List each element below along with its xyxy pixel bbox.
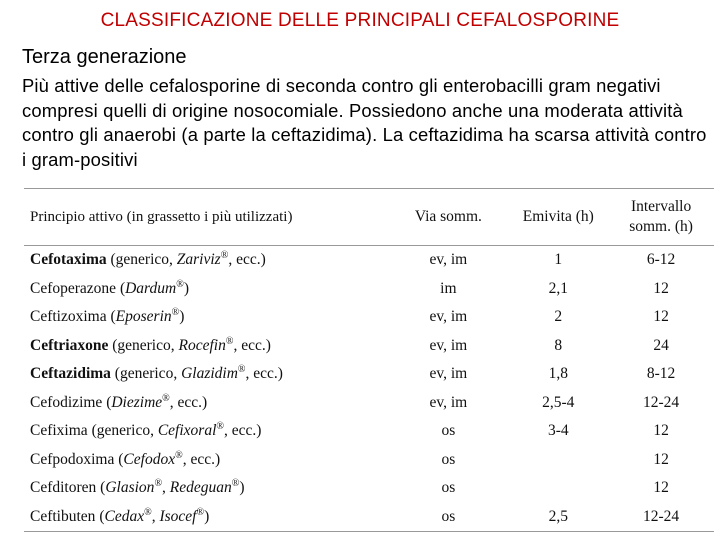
drug-name: Cefpodoxima <box>30 450 115 468</box>
drug-desc-pre: (generico, <box>108 336 179 354</box>
drug-name: Ceftazidima <box>30 365 111 383</box>
brand-name: Dardum <box>125 279 177 297</box>
table-body <box>24 246 714 532</box>
drug-desc-post: ) <box>183 279 189 297</box>
table-row <box>24 275 714 304</box>
drug-desc-post: , ecc.) <box>245 365 283 383</box>
table-row <box>24 389 714 418</box>
drug-desc-post: ) <box>204 507 210 525</box>
drug-desc-pre: ( <box>96 479 106 497</box>
cell-emivita: 3-4 <box>547 422 569 440</box>
drug-desc-pre: ( <box>102 393 112 411</box>
cell-via: os <box>441 422 456 440</box>
drug-desc-pre: ( <box>116 279 126 297</box>
table-row <box>24 332 714 361</box>
drug-name: Ceftibuten <box>30 507 96 525</box>
cell-principio <box>24 474 388 503</box>
header-intervallo-line1: Intervallo <box>630 198 692 215</box>
cell-intervallo: 6-12 <box>646 251 676 269</box>
cephalosporin-table <box>24 189 714 531</box>
brand-separator: , <box>162 479 170 497</box>
brand-name: Rocefin <box>178 336 226 354</box>
table-row <box>24 246 714 275</box>
drug-desc-post: ) <box>179 308 185 326</box>
table-row <box>24 417 714 446</box>
brand-name: Isocef <box>159 507 197 525</box>
brand-name: Cedax <box>104 507 145 525</box>
cell-principio <box>24 303 388 332</box>
drug-desc-pre: (generico, <box>110 365 182 383</box>
section-subtitle: Terza generazione <box>22 46 187 68</box>
table-row <box>24 360 714 389</box>
table-row <box>24 474 714 503</box>
drug-desc-post: , ecc.) <box>228 251 266 269</box>
cell-emivita: 1,8 <box>548 365 568 383</box>
cell-via: os <box>441 507 456 525</box>
cell-intervallo: 8-12 <box>646 365 676 383</box>
header-intervallo <box>608 189 714 246</box>
drug-desc-pre: ( <box>95 507 105 525</box>
cell-principio <box>24 332 388 361</box>
drug-desc-post: , ecc.) <box>182 450 221 468</box>
cell-principio <box>24 417 388 446</box>
drug-desc-post: , ecc.) <box>224 422 262 440</box>
drug-name: Cefditoren <box>30 479 97 497</box>
cell-principio <box>24 389 388 418</box>
registered-mark: ® <box>175 449 183 461</box>
cell-intervallo: 12 <box>653 279 669 297</box>
registered-mark: ® <box>162 392 170 404</box>
cell-emivita: 2,5 <box>548 507 568 525</box>
cell-principio <box>24 360 388 389</box>
cell-via: ev, im <box>429 308 468 326</box>
drug-name: Cefodizime <box>30 393 103 411</box>
drug-name: Cefixima <box>30 422 88 440</box>
cell-emivita <box>508 446 608 475</box>
table-row <box>24 303 714 332</box>
cell-via: os <box>441 479 456 497</box>
brand-name: Glasion <box>105 479 155 497</box>
registered-mark: ® <box>216 421 225 433</box>
registered-mark: ® <box>196 506 205 518</box>
drug-desc-pre: (generico, <box>106 251 177 269</box>
cell-via: ev, im <box>429 251 468 269</box>
brand-name: Zariviz <box>176 251 221 269</box>
cell-principio <box>24 503 388 532</box>
cell-emivita: 2,1 <box>548 279 568 297</box>
cell-emivita <box>508 474 608 503</box>
table-header-row <box>24 189 714 246</box>
registered-mark: ® <box>176 278 184 290</box>
drug-name: Ceftriaxone <box>30 336 109 354</box>
drug-desc-pre: ( <box>106 308 116 326</box>
cell-emivita: 1 <box>554 251 563 269</box>
header-principio: Principio attivo (in grassetto i più utilizzati) <box>24 189 388 246</box>
drug-desc-pre: (generico, <box>87 422 158 440</box>
cell-principio <box>24 446 388 475</box>
drug-name: Cefoperazone <box>30 279 117 297</box>
cell-intervallo: 12-24 <box>642 393 680 411</box>
cell-intervallo: 12 <box>653 422 669 440</box>
cell-intervallo: 12 <box>653 308 669 326</box>
drug-desc-pre: ( <box>114 450 124 468</box>
registered-mark: ® <box>144 506 152 518</box>
registered-mark: ® <box>154 478 163 490</box>
table-row <box>24 446 714 475</box>
cell-emivita: 2,5-4 <box>542 393 575 411</box>
intro-paragraph: Più attive delle cefalosporine di seconda contro gli enterobacilli gram negativi compresi quelli di origine nosocomiale. Possiedono anche una moderata attività contro gli anaerobi (a parte la ceftazidima). La ceftazidima ha scarsa attività contro i gram-positivi <box>22 75 707 170</box>
cell-principio <box>24 246 388 275</box>
brand-name: Redeguan <box>169 479 232 497</box>
cell-via: ev, im <box>429 336 468 354</box>
registered-mark: ® <box>225 335 234 347</box>
drug-desc-post: , ecc.) <box>169 393 208 411</box>
cell-via: ev, im <box>429 365 468 383</box>
drug-desc-post: ) <box>239 479 245 497</box>
registered-mark: ® <box>237 364 246 376</box>
header-via: Via somm. <box>388 189 508 246</box>
cell-via: ev, im <box>429 393 468 411</box>
drug-desc-post: , ecc.) <box>233 336 271 354</box>
cephalosporin-table-container <box>24 188 714 532</box>
brand-name: Cefixoral <box>157 422 217 440</box>
drug-name: Ceftizoxima <box>30 308 107 326</box>
brand-name: Cefodox <box>123 450 176 468</box>
brand-name: Eposerin <box>115 308 172 326</box>
registered-mark: ® <box>231 478 240 490</box>
brand-name: Glazidim <box>181 365 238 383</box>
drug-name: Cefotaxima <box>30 251 107 269</box>
cell-intervallo: 12 <box>653 450 669 468</box>
cell-principio <box>24 275 388 304</box>
brand-name: Diezime <box>111 393 163 411</box>
cell-via: im <box>440 279 457 297</box>
registered-mark: ® <box>171 307 180 319</box>
cell-emivita: 2 <box>554 308 563 326</box>
header-intervallo-line2: somm. (h) <box>629 218 693 235</box>
cell-intervallo: 24 <box>653 336 669 354</box>
header-emivita: Emivita (h) <box>508 189 608 246</box>
cell-via: os <box>441 450 456 468</box>
table-row <box>24 503 714 532</box>
cell-intervallo: 12 <box>653 479 669 497</box>
cell-intervallo: 12-24 <box>642 507 680 525</box>
registered-mark: ® <box>220 250 229 262</box>
cell-emivita: 8 <box>554 336 563 354</box>
brand-separator: , <box>151 507 160 525</box>
page-title: CLASSIFICAZIONE DELLE PRINCIPALI CEFALOSPORINE <box>100 10 620 31</box>
